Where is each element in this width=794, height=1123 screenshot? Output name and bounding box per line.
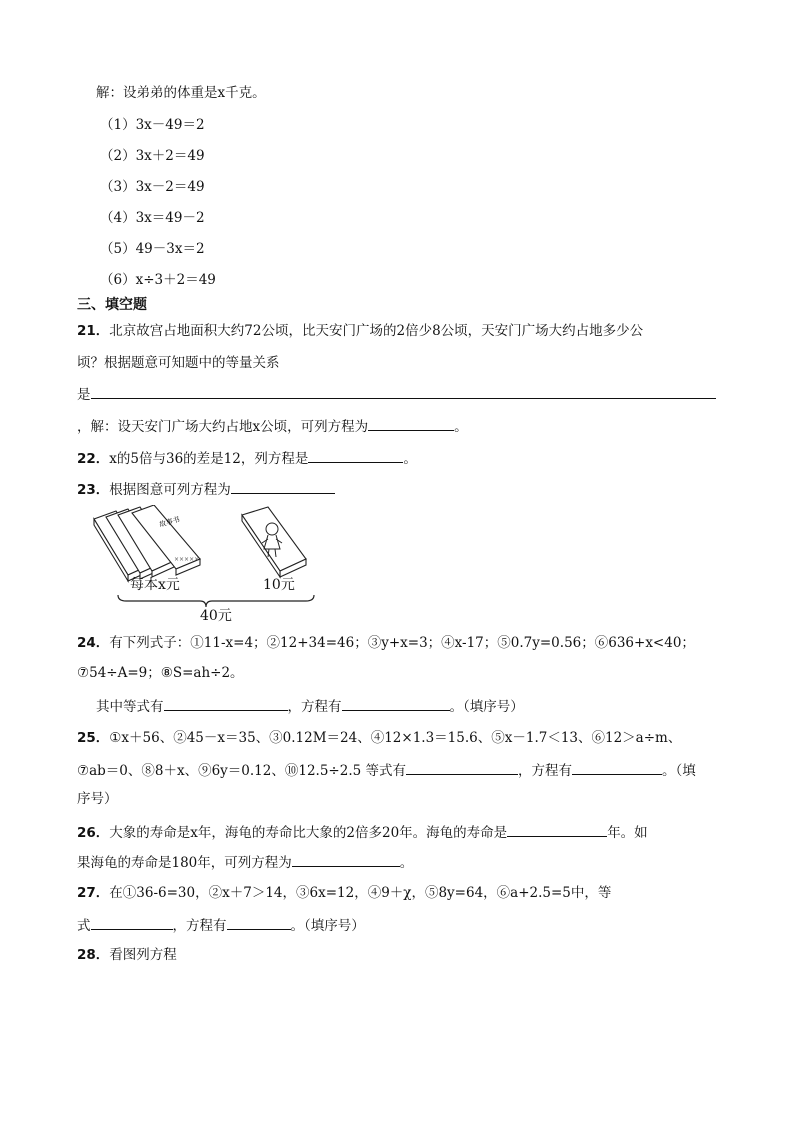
solution-intro: 解：设弟弟的体重是x千克。 (96, 85, 266, 101)
answer-blank[interactable] (308, 448, 403, 463)
question-26-line1 (77, 822, 648, 842)
question-21-line4 (77, 416, 468, 436)
book-stack-icon (94, 505, 200, 581)
answer-blank[interactable] (231, 479, 335, 494)
question-text: 式 (77, 918, 91, 934)
answer-blank[interactable] (227, 915, 291, 930)
question-23 (77, 479, 335, 499)
question-28 (77, 946, 177, 964)
question-text: 果海龟的寿命是180年，可列方程为 (77, 855, 292, 871)
question-21-line3 (77, 384, 716, 404)
answer-blank[interactable] (292, 852, 400, 867)
answer-blank[interactable] (91, 915, 173, 930)
question-text: 年。如 (607, 825, 648, 841)
question-21-line2: 顷？根据题意可知题中的等量关系 (77, 355, 280, 371)
question-number: 22． (77, 451, 110, 467)
question-text: ，解：设天安门广场大约占地x公顷，可列方程为 (77, 419, 369, 435)
question-text: 。（填序号） (449, 699, 524, 715)
question-text: 根据图意可列方程为 (109, 482, 231, 498)
question-number: 24． (77, 635, 110, 651)
question-number: 21． (77, 323, 110, 339)
answer-blank[interactable] (368, 416, 454, 431)
question-text: 大象的寿命是x年，海龟的寿命比大象的2倍多20年。海龟的寿命是 (109, 825, 508, 841)
book-title: 故事书 (158, 515, 181, 529)
total-brace (118, 595, 314, 607)
question-27-line1 (77, 884, 611, 902)
question-number: 25． (77, 730, 110, 746)
question-text: ，方程有 (287, 699, 342, 715)
question-number: 28． (77, 947, 110, 963)
question-text: 。 (403, 451, 417, 467)
question-text: 。（填序号） (290, 918, 365, 934)
question-text: ，方程有 (172, 918, 227, 934)
question-text: 是 (77, 387, 91, 403)
equation-option: （1）3x－49＝2 (100, 117, 205, 133)
question-text: 在①36-6=30，②x＋7＞14，③6x=12，④9＋χ，⑤8y=64，⑥a+2.5=5中，等 (109, 885, 612, 901)
question-24-line2: ⑦54÷A=9；⑧S=ah÷2。 (77, 665, 244, 681)
label-single-price: 10元 (263, 577, 295, 593)
question-22 (77, 448, 417, 468)
question-text: ①x＋56、②45－x＝35、③0.12M＝24、④12×1.3＝15.6、⑤x－1.7＜13、⑥12＞a÷m、 (109, 730, 682, 746)
question-25-line1 (77, 729, 681, 747)
question-number: 26． (77, 825, 110, 841)
question-text: 有下列式子：①11-x=4；②12+34=46；③y+x=3；④x-17；⑤0.7y=0.56；⑥636+x<40； (109, 635, 695, 651)
question-text: 。 (399, 855, 414, 871)
question-text: 。 (454, 419, 468, 435)
answer-blank[interactable] (342, 696, 450, 711)
answer-blank[interactable] (164, 696, 288, 711)
question-24-line3 (96, 696, 524, 716)
question-27-line2 (77, 915, 365, 935)
equation-option: （5）49－3x＝2 (100, 241, 205, 257)
question-text: 北京故宫占地面积大约72公顷，比天安门广场的2倍少8公顷，天安门广场大约占地多少公 (109, 323, 644, 339)
question-25-line3: 序号） (77, 791, 118, 807)
answer-blank[interactable] (507, 822, 607, 837)
label-total-price: 40元 (200, 608, 232, 624)
question-text: 其中等式有 (96, 699, 164, 715)
question-number: 23． (77, 482, 110, 498)
book-dots: ××××× (174, 556, 200, 563)
equation-option: （2）3x＋2＝49 (100, 148, 205, 164)
question-26-line2 (77, 852, 413, 872)
question-25-line2 (77, 760, 696, 780)
equation-option: （4）3x＝49－2 (100, 210, 205, 226)
question-text: ⑦ab＝0、⑧8＋x、⑨6y＝0.12、⑩12.5÷2.5 等式有 (77, 763, 406, 779)
question-24-line1 (77, 634, 695, 652)
label-per-book-price: 每本x元 (130, 577, 180, 593)
question-text: 。（填 (662, 763, 696, 779)
answer-blank[interactable] (406, 760, 518, 775)
answer-blank[interactable] (572, 760, 662, 775)
question-text: 看图列方程 (109, 947, 177, 963)
question-text: ，方程有 (518, 763, 572, 779)
question-text: x的5倍与36的差是12，列方程是 (109, 451, 309, 467)
books-illustration (92, 505, 332, 630)
question-21-line1 (77, 322, 643, 340)
equation-option: （3）3x－2＝49 (100, 179, 205, 195)
section-title: 三、填空题 (77, 297, 147, 313)
answer-blank[interactable] (91, 384, 716, 399)
single-book-icon (242, 507, 306, 577)
equation-option: （6）x÷3＋2＝49 (100, 272, 216, 288)
question-number: 27． (77, 885, 110, 901)
